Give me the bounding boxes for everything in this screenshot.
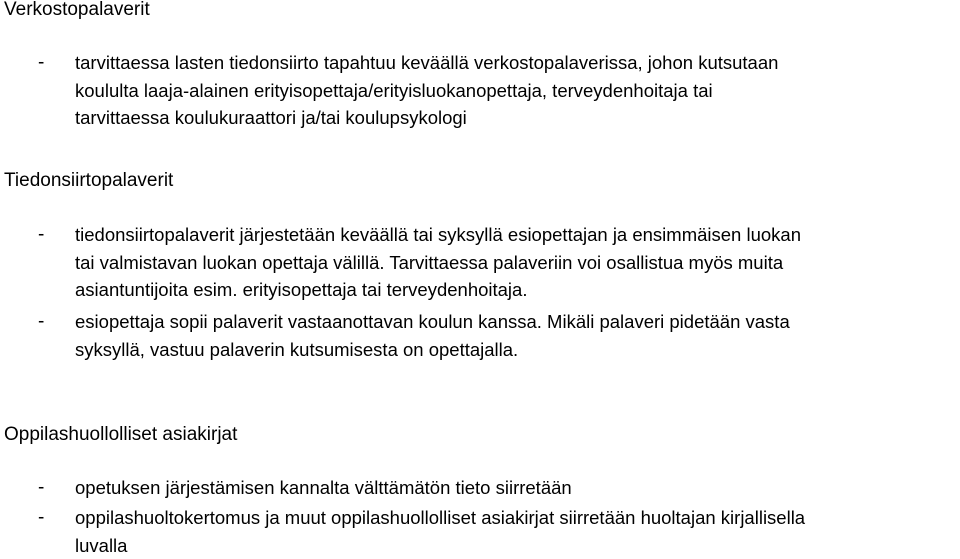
section-heading-verkostopalaverit: Verkostopalaverit: [4, 0, 150, 20]
list-item-text: esiopettaja sopii palaverit vastaanottavan koulun kanssa. Mikäli palaveri pidetään vasta syksyllä, vastuu palaverin kutsumisesta on opettajalla.: [75, 311, 790, 360]
list-item-text: tarvittaessa lasten tiedonsiirto tapahtuu keväällä verkostopalaverissa, johon kutsutaan koululta laaja-alainen erityisopettaja/erityisluokanopettaja, terveydenhoitaja tai tarvittaessa koulukuraattori ja/tai koulupsykologi: [75, 52, 779, 128]
bullet-dash: -: [38, 311, 45, 332]
bullet-dash: -: [38, 477, 45, 498]
bullet-dash: -: [38, 507, 45, 528]
list-item-text: opetuksen järjestämisen kannalta välttämätön tieto siirretään: [75, 477, 572, 498]
list-item-text: tiedonsiirtopalaverit järjestetään keväällä tai syksyllä esiopettajan ja ensimmäisen luokan tai valmistavan luokan opettaja välillä. Tarvittaessa palaveriin voi osallistua myös muita asiantuntijoita esim. erityisopettaja tai terveydenhoitaja.: [75, 224, 801, 300]
section-heading-tiedonsiirtopalaverit: Tiedonsiirtopalaverit: [4, 170, 174, 191]
section-heading-oppilashuollolliset-asiakirjat: Oppilashuollolliset asiakirjat: [4, 424, 238, 445]
bullet-dash: -: [38, 224, 45, 245]
bullet-dash: -: [38, 52, 45, 73]
list-item-text: oppilashuoltokertomus ja muut oppilashuollolliset asiakirjat siirretään huoltajan kirjallisella luvalla: [75, 507, 806, 556]
